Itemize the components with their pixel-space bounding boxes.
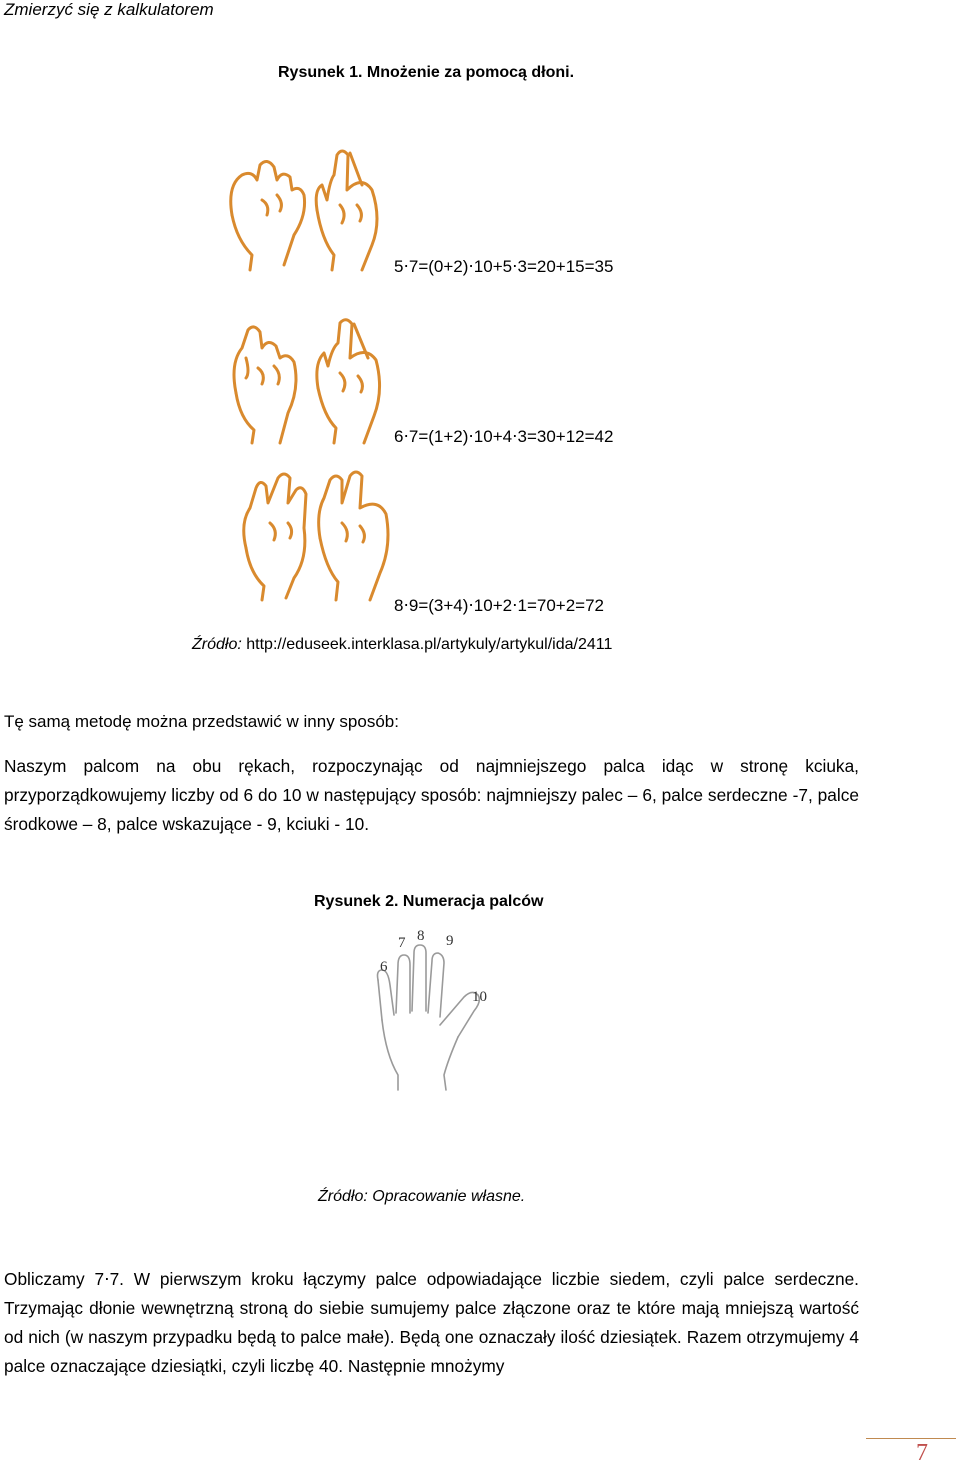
numbered-hand-illustration [368, 925, 498, 1095]
footer-rule [866, 1438, 956, 1439]
source-url[interactable]: http://eduseek.interklasa.pl/artykuly/artykul/ida/2411 [246, 636, 613, 653]
figure2-source: Źródło: Opracowanie własne. [318, 1188, 526, 1205]
equation-3: 8⋅9=(3+4)⋅10+2⋅1=70+2=72 [394, 596, 605, 615]
equation-2: 6⋅7=(1+2)⋅10+4⋅3=30+12=42 [394, 427, 614, 446]
finger-label-9: 9 [446, 933, 454, 949]
equation-1: 5⋅7=(0+2)⋅10+5⋅3=20+15=35 [394, 257, 614, 276]
hands-illustration-1 [222, 145, 392, 275]
intro-line: Tę samą metodę można przedstawić w inny sposób: [4, 712, 399, 731]
source-label: Źródło: [192, 636, 247, 653]
finger-label-6: 6 [380, 959, 388, 975]
finger-label-8: 8 [417, 928, 425, 944]
paragraph-calculation: Obliczamy 7⋅7. W pierwszym kroku łączymy palce odpowiadające liczbie siedem, czyli palce serdeczne. Trzymając dłonie wewnętrzną stroną do siebie sumujemy palce złączone oraz te które mają mniejszą wartość od nich (w naszym przypadku będą to palce małe). Będą one oznaczały ilość dziesiątek. Razem otrzymujemy 4 palce oznaczające dziesiątki, czyli liczbę 40. Następnie mnożymy [4, 1269, 859, 1376]
finger-label-7: 7 [398, 935, 406, 951]
figure1-source [192, 636, 612, 654]
figure1-caption: Rysunek 1. Mnożenie za pomocą dłoni. [278, 64, 575, 81]
figure2-caption: Rysunek 2. Numeracja palców [314, 893, 544, 910]
hands-illustration-2 [228, 318, 388, 448]
page-number: 7 [916, 1440, 928, 1466]
paragraph-finger-numbering: Naszym palcom na obu rękach, rozpoczynając od najmniejszego palca idąc w stronę kciuka, przyporządkowujemy liczby od 6 do 10 w następujący sposób: najmniejszy palec – 6, palce serdeczne -7, palce środkowe – 8, palce wskazujące - 9, kciuki - 10. [4, 756, 859, 834]
running-header: Zmierzyć się z kalkulatorem [4, 0, 214, 19]
hands-illustration-3 [238, 468, 393, 603]
finger-label-10: 10 [472, 989, 487, 1005]
